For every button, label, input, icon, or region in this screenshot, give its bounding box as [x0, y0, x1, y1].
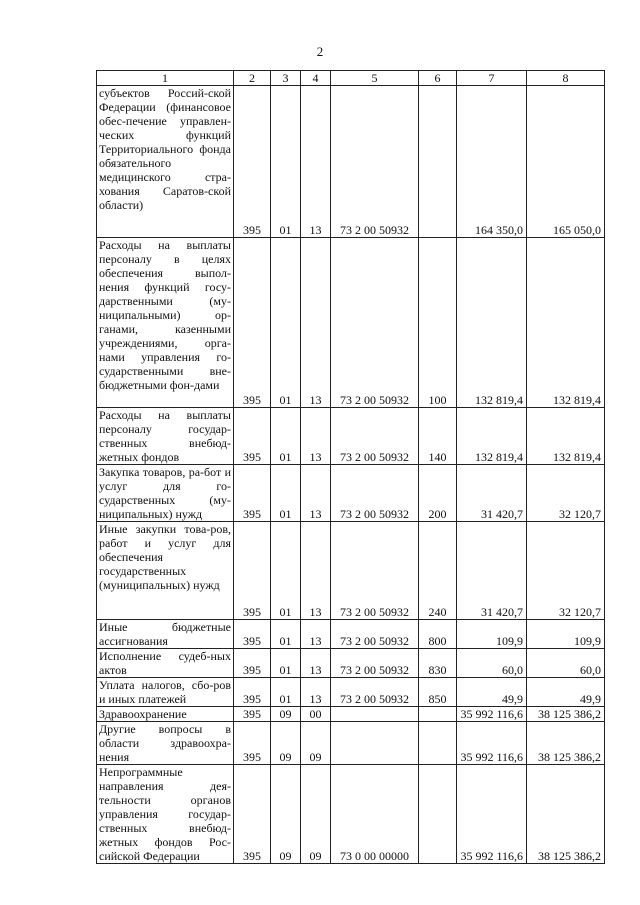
expense-type-code: [419, 765, 457, 864]
admin-code: 395: [234, 707, 271, 722]
subsection-code: 13: [301, 649, 331, 678]
row-name: Исполнение судеб-ных актов: [97, 649, 234, 678]
expense-type-code: [419, 722, 457, 765]
section-code: 01: [271, 678, 301, 707]
amount-col8: 132 819,4: [527, 238, 605, 408]
expense-type-code: 240: [419, 522, 457, 620]
budget-table: [96, 70, 605, 864]
admin-code: 395: [234, 522, 271, 620]
table-row: [97, 408, 605, 465]
table-row: [97, 707, 605, 722]
target-item-code: 73 2 00 50932: [331, 678, 419, 707]
admin-code: 395: [234, 765, 271, 864]
amount-col8: 32 120,7: [527, 465, 605, 522]
admin-code: 395: [234, 238, 271, 408]
subsection-code: 13: [301, 238, 331, 408]
table-row: [97, 765, 605, 864]
subsection-code: 13: [301, 522, 331, 620]
admin-code: 395: [234, 86, 271, 238]
target-item-code: 73 2 00 50932: [331, 238, 419, 408]
section-code: 09: [271, 765, 301, 864]
column-header: 1: [97, 71, 234, 86]
section-code: 01: [271, 408, 301, 465]
row-name: субъектов Россий-ской Федерации (финансовое обес-печение управлен-ческих функций Территориального фонда обязательного медицинского стра-хования Саратов-ской области): [97, 86, 234, 238]
amount-col8: 38 125 386,2: [527, 765, 605, 864]
table-row: [97, 465, 605, 522]
section-code: 09: [271, 722, 301, 765]
subsection-code: 13: [301, 408, 331, 465]
row-name: Другие вопросы в области здравоохра-нения: [97, 722, 234, 765]
target-item-code: 73 2 00 50932: [331, 408, 419, 465]
section-code: 09: [271, 707, 301, 722]
admin-code: 395: [234, 722, 271, 765]
column-header: 6: [419, 71, 457, 86]
row-name: Иные бюджетные ассигнования: [97, 620, 234, 649]
amount-col8: 60,0: [527, 649, 605, 678]
amount-col7: 164 350,0: [457, 86, 527, 238]
target-item-code: 73 2 00 50932: [331, 620, 419, 649]
header-row: [97, 71, 605, 86]
section-code: 01: [271, 649, 301, 678]
target-item-code: [331, 707, 419, 722]
column-header: 4: [301, 71, 331, 86]
admin-code: 395: [234, 620, 271, 649]
section-code: 01: [271, 238, 301, 408]
column-header: 8: [527, 71, 605, 86]
subsection-code: 00: [301, 707, 331, 722]
target-item-code: 73 2 00 50932: [331, 649, 419, 678]
row-name: Уплата налогов, сбо-ров и иных платежей: [97, 678, 234, 707]
row-name: Здравоохранение: [97, 707, 234, 722]
subsection-code: 09: [301, 722, 331, 765]
table-row: [97, 722, 605, 765]
amount-col7: 60,0: [457, 649, 527, 678]
section-code: 01: [271, 465, 301, 522]
amount-col7: 132 819,4: [457, 408, 527, 465]
target-item-code: 73 2 00 50932: [331, 86, 419, 238]
admin-code: 395: [234, 408, 271, 465]
amount-col7: 35 992 116,6: [457, 722, 527, 765]
amount-col8: 38 125 386,2: [527, 722, 605, 765]
subsection-code: 13: [301, 620, 331, 649]
amount-col7: 35 992 116,6: [457, 765, 527, 864]
subsection-code: 13: [301, 465, 331, 522]
table-row: [97, 678, 605, 707]
row-name: Непрограммные направления дея-тельности органов управления государ-ственных внебюд-жетных фондов Рос-сийской Федерации: [97, 765, 234, 864]
row-name: Закупка товаров, ра-бот и услуг для го-сударственных (му-ниципальных) нужд: [97, 465, 234, 522]
amount-col8: 32 120,7: [527, 522, 605, 620]
subsection-code: 13: [301, 678, 331, 707]
section-code: 01: [271, 620, 301, 649]
table-row: [97, 620, 605, 649]
subsection-code: 13: [301, 86, 331, 238]
column-header: 2: [234, 71, 271, 86]
amount-col7: 35 992 116,6: [457, 707, 527, 722]
admin-code: 395: [234, 678, 271, 707]
amount-col7: 31 420,7: [457, 465, 527, 522]
row-name: Иные закупки това-ров, работ и услуг для обеспечения государственных (муниципальных) нужд: [97, 522, 234, 620]
expense-type-code: 850: [419, 678, 457, 707]
section-code: 01: [271, 86, 301, 238]
target-item-code: 73 0 00 00000: [331, 765, 419, 864]
table-row: [97, 238, 605, 408]
row-name: Расходы на выплаты персоналу в целях обеспечения выпол-нения функций госу-дарственными (му-ниципальными) ор-ганами, казенными учреждениями, орга-нами управления го-сударственными вне-бюджетными фон-дами: [97, 238, 234, 408]
expense-type-code: 140: [419, 408, 457, 465]
amount-col7: 109,9: [457, 620, 527, 649]
table-row: [97, 522, 605, 620]
target-item-code: [331, 722, 419, 765]
amount-col8: 165 050,0: [527, 86, 605, 238]
expense-type-code: 100: [419, 238, 457, 408]
column-header: 5: [331, 71, 419, 86]
target-item-code: 73 2 00 50932: [331, 522, 419, 620]
admin-code: 395: [234, 649, 271, 678]
amount-col7: 49,9: [457, 678, 527, 707]
amount-col8: 38 125 386,2: [527, 707, 605, 722]
target-item-code: 73 2 00 50932: [331, 465, 419, 522]
amount-col7: 132 819,4: [457, 238, 527, 408]
subsection-code: 09: [301, 765, 331, 864]
expense-type-code: 200: [419, 465, 457, 522]
amount-col7: 31 420,7: [457, 522, 527, 620]
amount-col8: 132 819,4: [527, 408, 605, 465]
expense-type-code: [419, 707, 457, 722]
expense-type-code: 800: [419, 620, 457, 649]
column-header: 7: [457, 71, 527, 86]
amount-col8: 109,9: [527, 620, 605, 649]
table-row: [97, 86, 605, 238]
table-row: [97, 649, 605, 678]
row-name: Расходы на выплаты персоналу государ-ственных внебюд-жетных фондов: [97, 408, 234, 465]
section-code: 01: [271, 522, 301, 620]
expense-type-code: 830: [419, 649, 457, 678]
amount-col8: 49,9: [527, 678, 605, 707]
page-number: 2: [316, 44, 324, 59]
expense-type-code: [419, 86, 457, 238]
column-header: 3: [271, 71, 301, 86]
admin-code: 395: [234, 465, 271, 522]
